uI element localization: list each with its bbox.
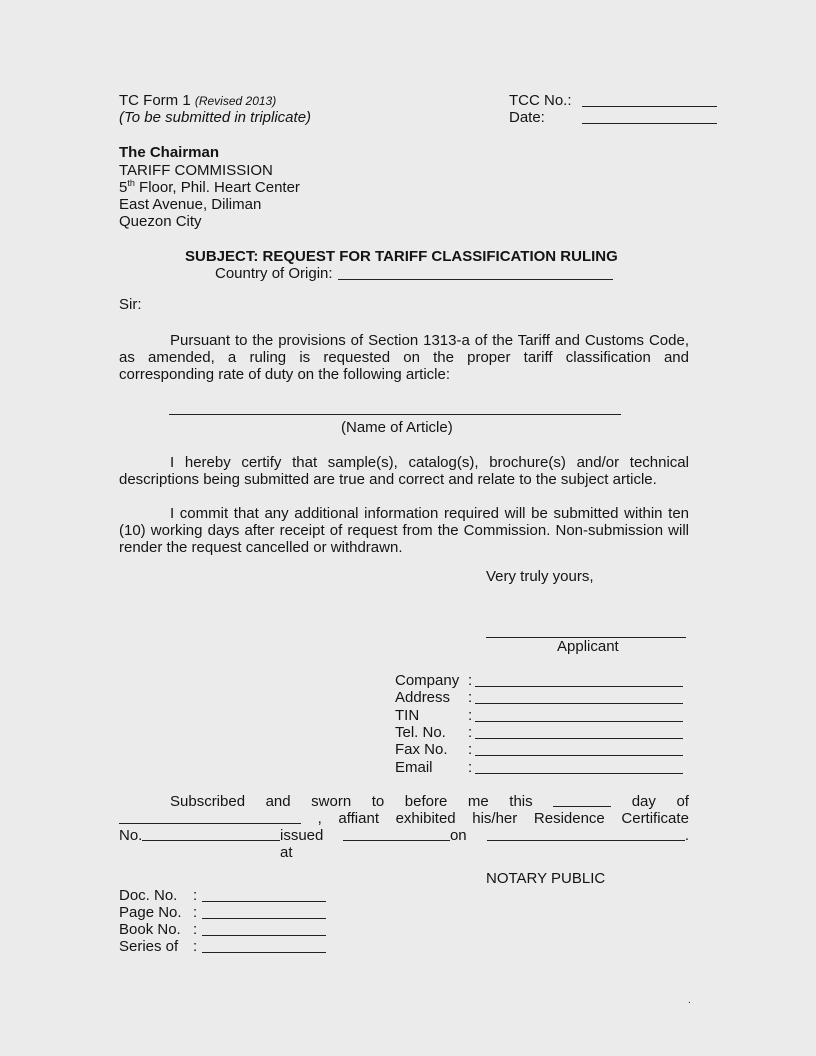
issued-on-field[interactable] — [487, 827, 685, 841]
register-book — [119, 921, 339, 938]
jurat-line-3 — [119, 827, 689, 861]
submission-note: (To be submitted in triplicate) — [119, 109, 312, 126]
notary-public-label: NOTARY PUBLIC — [486, 870, 606, 887]
p3-line-3: render the request cancelled or withdrawn. — [119, 539, 403, 556]
register-colon: : — [193, 921, 198, 938]
field-email — [395, 759, 695, 776]
p1-line-1: Pursuant to the provisions of Section 1313-a of the Tariff and Customs Code, — [170, 332, 689, 349]
form-name: TC Form 1 — [119, 92, 191, 109]
book-number-input[interactable] — [202, 923, 326, 936]
field-fax — [395, 741, 695, 758]
field-company — [395, 672, 695, 689]
salutation: Sir: — [119, 296, 142, 313]
jurat-word: Residence — [533, 810, 605, 827]
register-series — [119, 938, 339, 955]
tcc-number-field[interactable] — [582, 94, 717, 107]
field-colon: : — [468, 759, 473, 776]
jurat-word: , — [317, 810, 322, 827]
article-label: (Name of Article) — [341, 419, 453, 436]
origin-label: Country of Origin: — [215, 265, 333, 282]
day-field[interactable] — [553, 793, 611, 807]
addressee-title: The Chairman — [119, 144, 220, 161]
floor-suffix: th — [127, 178, 135, 188]
floor-number: 5 — [119, 179, 128, 196]
jurat-word: day — [631, 793, 656, 810]
field-address — [395, 689, 695, 706]
subject-title: SUBJECT: REQUEST FOR TARIFF CLASSIFICATION RULING — [185, 248, 618, 265]
field-tel — [395, 724, 695, 741]
field-label: TIN — [395, 707, 420, 724]
page-number-input[interactable] — [202, 906, 326, 919]
company-input[interactable] — [475, 674, 683, 687]
p2-line-1: I hereby certify that sample(s), catalog(s), brochure(s) and/or technical — [170, 454, 689, 471]
paragraph-certify — [119, 454, 689, 488]
tcc-label: TCC No.: — [509, 92, 572, 109]
jurat-word: to — [371, 793, 385, 810]
jurat-word: issued at — [279, 827, 324, 861]
month-year-field[interactable] — [119, 810, 301, 824]
p1-line-3: corresponding rate of duty on the following article: — [119, 366, 451, 383]
paragraph-request — [119, 332, 689, 383]
field-label: Email — [395, 759, 433, 776]
register-colon: : — [193, 887, 198, 904]
article-name-field[interactable] — [169, 402, 621, 415]
addressee-city: Quezon City — [119, 213, 202, 230]
date-label: Date: — [509, 109, 545, 126]
jurat-word: his/her — [472, 810, 518, 827]
email-input[interactable] — [475, 761, 683, 774]
date-field[interactable] — [582, 111, 717, 124]
register-label: Book No. — [119, 921, 181, 938]
register-page — [119, 904, 339, 921]
register-colon: : — [193, 904, 198, 921]
tel-input[interactable] — [475, 726, 683, 739]
jurat-word: of — [676, 793, 689, 810]
field-label: Company — [395, 672, 460, 689]
register-colon: : — [193, 938, 198, 955]
p3-line-1: I commit that any additional information required will be submitted within ten — [170, 505, 689, 522]
series-input[interactable] — [202, 940, 326, 953]
applicant-label: Applicant — [557, 638, 619, 655]
tin-input[interactable] — [475, 709, 683, 722]
jurat-word: affiant — [338, 810, 379, 827]
jurat-word: No. — [119, 827, 143, 844]
residence-certificate-number-field[interactable] — [142, 827, 280, 841]
jurat-word: me — [467, 793, 489, 810]
field-colon: : — [468, 724, 473, 741]
jurat-word: . — [684, 827, 689, 844]
applicant-signature-field[interactable] — [486, 625, 686, 638]
jurat-word: Certificate — [621, 810, 689, 827]
field-label: Tel. No. — [395, 724, 446, 741]
register-doc — [119, 887, 339, 904]
paragraph-commit — [119, 505, 689, 556]
jurat-word: before — [404, 793, 448, 810]
doc-number-input[interactable] — [202, 889, 326, 902]
footer-mark: . — [688, 995, 691, 1006]
register-label: Series of — [119, 938, 179, 955]
address-input[interactable] — [475, 691, 683, 704]
field-colon: : — [468, 689, 473, 706]
field-colon: : — [468, 707, 473, 724]
jurat-word: Subscribed — [170, 793, 246, 810]
field-tin — [395, 707, 695, 724]
jurat-word: sworn — [311, 793, 352, 810]
form-name-line — [119, 92, 276, 110]
jurat-word: on — [449, 827, 467, 844]
register-label: Page No. — [119, 904, 182, 921]
p1-line-2: as amended, a ruling is requested on the proper tariff classification and — [119, 349, 689, 366]
closing: Very truly yours, — [486, 568, 594, 585]
addressee-floor — [119, 179, 300, 196]
jurat-word: exhibited — [395, 810, 456, 827]
jurat-line-1 — [119, 793, 689, 810]
field-colon: : — [468, 741, 473, 758]
issued-at-field[interactable] — [343, 827, 450, 841]
register-label: Doc. No. — [119, 887, 178, 904]
fax-input[interactable] — [475, 743, 683, 756]
p2-line-2: descriptions being submitted are true and correct and relate to the subject article. — [119, 471, 657, 488]
floor-address: Floor, Phil. Heart Center — [134, 179, 300, 196]
jurat-word: and — [265, 793, 291, 810]
jurat-word: this — [509, 793, 533, 810]
addressee-org: TARIFF COMMISSION — [119, 162, 273, 179]
addressee-street: East Avenue, Diliman — [119, 196, 262, 213]
field-label: Fax No. — [395, 741, 448, 758]
country-of-origin-field[interactable] — [338, 267, 613, 280]
revised-note: (Revised 2013) — [194, 94, 277, 108]
field-colon: : — [468, 672, 473, 689]
p3-line-2: (10) working days after receipt of request from the Commission. Non-submission will — [119, 522, 689, 539]
field-label: Address — [395, 689, 451, 706]
jurat — [119, 793, 689, 861]
jurat-line-2 — [119, 810, 689, 827]
